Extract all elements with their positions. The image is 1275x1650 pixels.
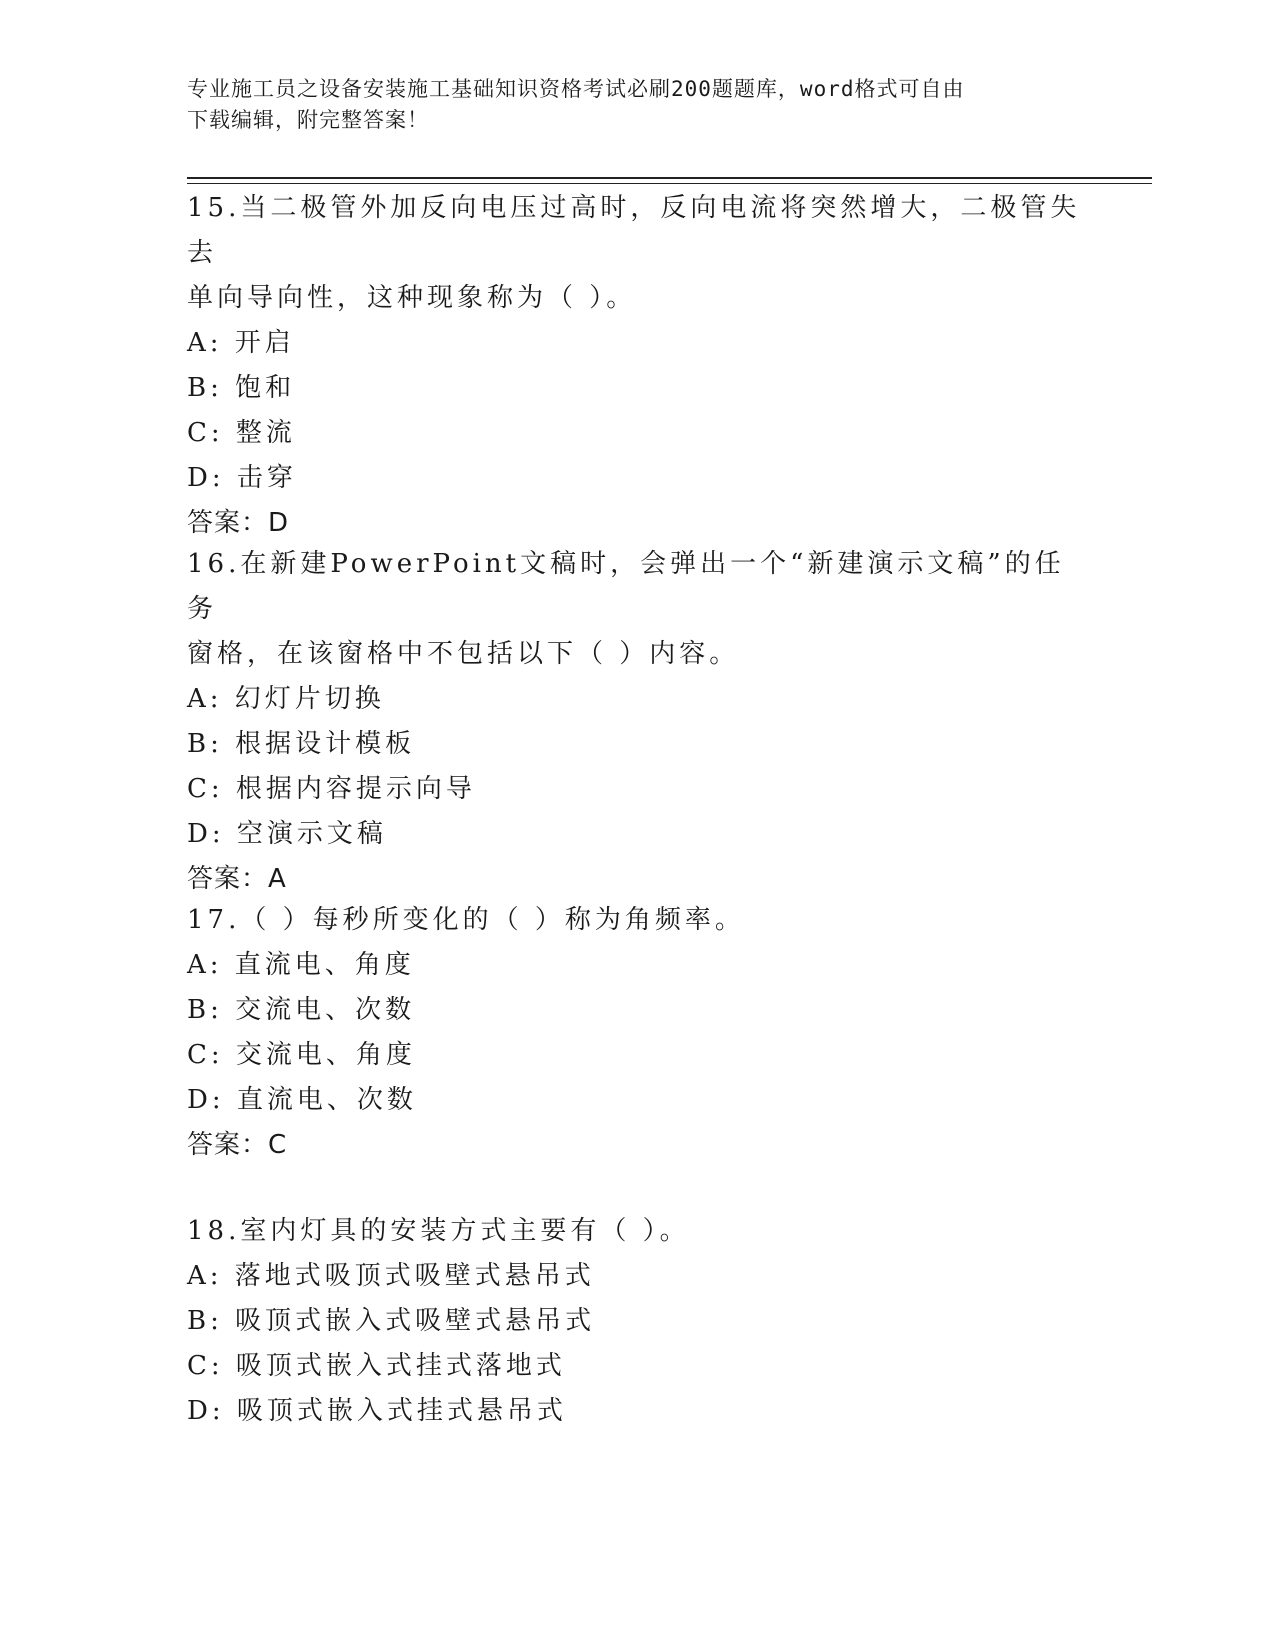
header-line-2: 下载编辑，附完整答案！ <box>187 108 429 132</box>
option-d: D: 空演示文稿 <box>187 819 387 849</box>
option-b: B: 根据设计模板 <box>187 729 416 759</box>
question-stem-line: 16.在新建PowerPoint文稿时，会弹出一个“新建演示文稿”的任务 <box>187 549 1065 624</box>
question-stem-line: 17.（ ）每秒所变化的（ ）称为角频率。 <box>187 905 745 935</box>
option-b: B: 交流电、次数 <box>187 995 416 1025</box>
answer: 答案：C <box>187 1130 288 1160</box>
option-b: B: 吸顶式嵌入式吸壁式悬吊式 <box>187 1306 596 1336</box>
option-a: A: 落地式吸顶式吸壁式悬吊式 <box>187 1261 595 1291</box>
document-header <box>187 74 1067 136</box>
question-16 <box>187 542 1087 902</box>
question-stem-line: 15.当二极管外加反向电压过高时，反向电流将突然增大，二极管失去 <box>187 193 1081 268</box>
question-18 <box>187 1209 1087 1434</box>
option-d: D: 直流电、次数 <box>187 1085 417 1115</box>
option-d: D: 吸顶式嵌入式挂式悬吊式 <box>187 1396 567 1426</box>
question-stem-line: 18.室内灯具的安装方式主要有（ ）。 <box>187 1216 690 1246</box>
question-stem-line: 窗格，在该窗格中不包括以下（ ）内容。 <box>187 639 740 669</box>
option-c: C: 整流 <box>187 418 296 448</box>
option-b: B: 饱和 <box>187 373 296 403</box>
header-divider-thin <box>187 183 1152 184</box>
answer: 答案：A <box>187 864 287 894</box>
option-a: A: 直流电、角度 <box>187 950 415 980</box>
question-stem-line: 单向导向性，这种现象称为（ ）。 <box>187 283 637 313</box>
question-17 <box>187 898 1087 1168</box>
option-d: D: 击穿 <box>187 463 297 493</box>
answer: 答案：D <box>187 508 290 538</box>
option-a: A: 开启 <box>187 328 295 358</box>
option-c: C: 吸顶式嵌入式挂式落地式 <box>187 1351 566 1381</box>
header-divider-thick <box>187 177 1152 179</box>
question-15 <box>187 186 1087 546</box>
option-a: A: 幻灯片切换 <box>187 684 385 714</box>
option-c: C: 交流电、角度 <box>187 1040 416 1070</box>
option-c: C: 根据内容提示向导 <box>187 774 476 804</box>
header-line-1: 专业施工员之设备安装施工基础知识资格考试必刷200题题库，word格式可自由 <box>187 77 965 101</box>
